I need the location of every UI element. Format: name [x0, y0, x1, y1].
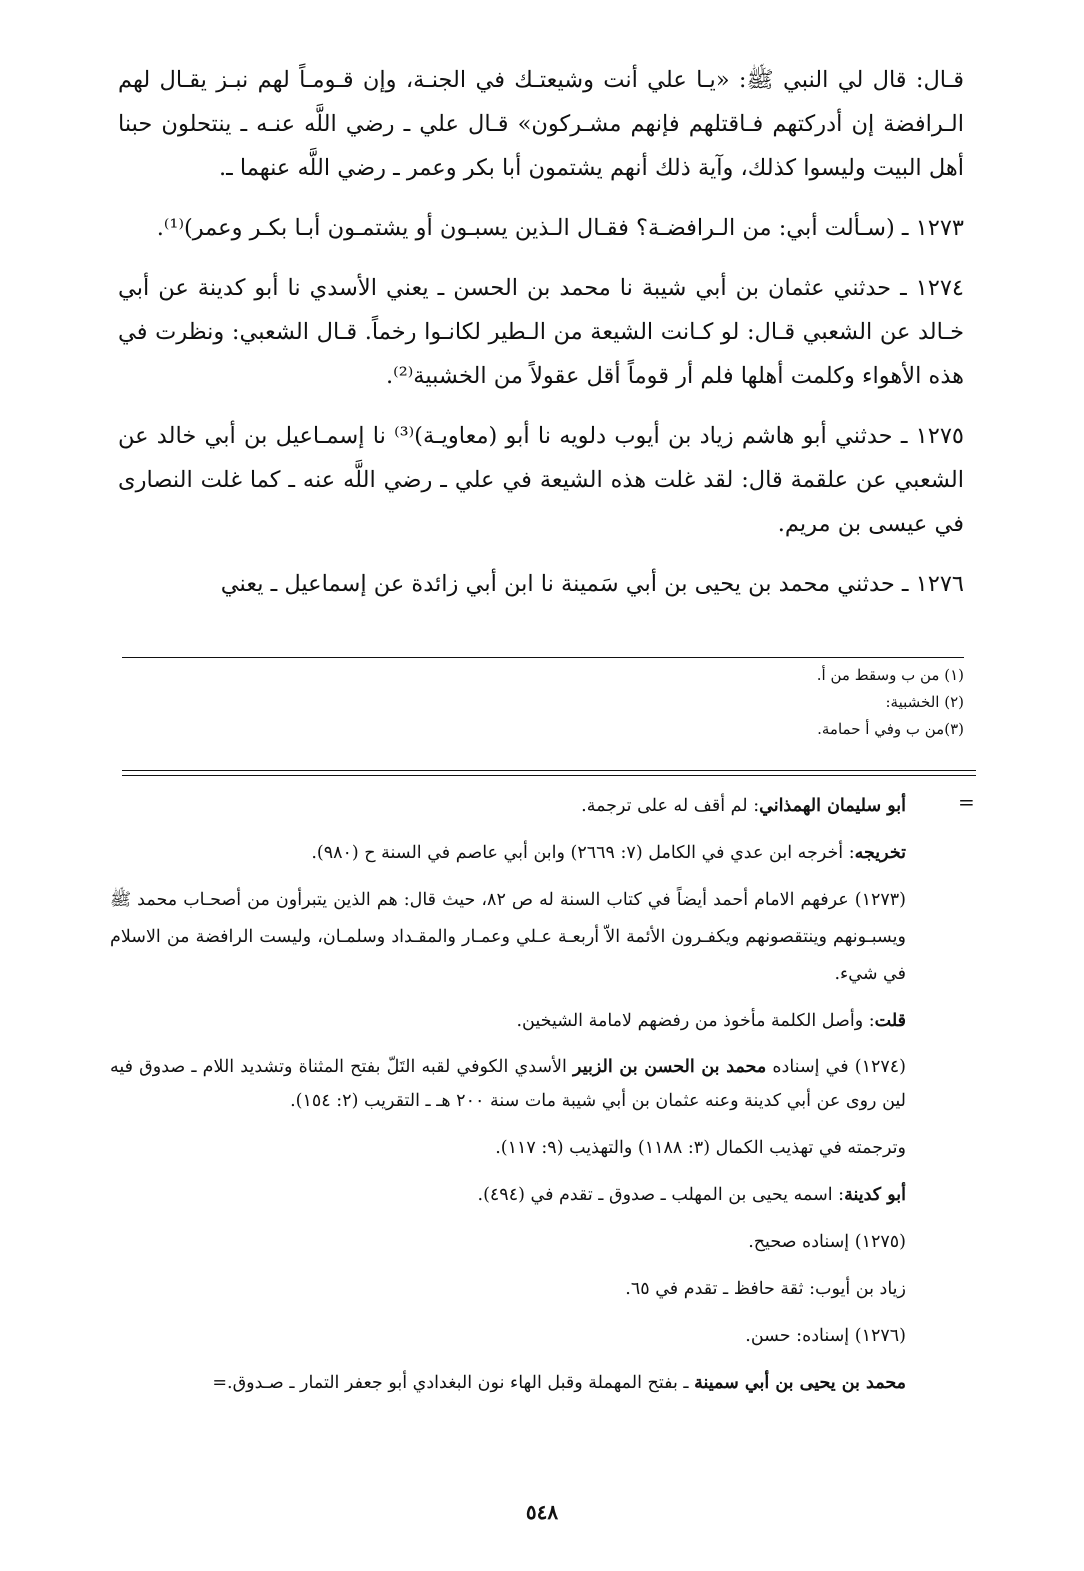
main-paragraph-1274: ١٢٧٤ ـ حدثني عثمان بن أبي شيبة نا محمد بن الحسن ـ يعني الأسدي نا أبو كدينة عن أبي خـالد عن الشعبي قـال: لو كـانت الشيعة من الـطير لكانـوا رخماً. قـال الشعبي: ونظرت في هذه الأهواء وكلمت أهلها فلم أر قوماً أقل عقولاً من الخشبية⁽²⁾.	[118, 275, 964, 389]
continuation-mark-end: =	[212, 1373, 228, 1393]
commentary-label: محمد بن يحيى بن أبي سمينة	[694, 1373, 906, 1393]
commentary-label: أبو سليمان الهمذاني	[759, 796, 906, 816]
commentary-1276: (١٢٧٦) إسناده: حسن.	[745, 1326, 906, 1346]
commentary-separator	[122, 770, 976, 776]
main-paragraph-1: قـال: قال لي النبي ﷺ: «يـا علي أنت وشيعتـك في الجنـة، وإن قـومـاً لهم نبـز يقـال لهم الـرافضة إن أدركتهم فـاقتلهم فإنهم مشـركون» قـال علي ـ رضي اللَّه عنـه ـ ينتحلون حبنا أهل البيت وليسوا كذلك، وآية ذلك أنهم يشتمون أبا بكر وعمر ـ رضي اللَّه عنهما ـ.	[118, 67, 964, 181]
commentary-takhrij	[110, 835, 906, 872]
commentary-label: محمد بن الحسن بن الزبير	[573, 1057, 767, 1077]
footnotes	[122, 662, 964, 743]
commentary-1274	[110, 1050, 906, 1118]
commentary-qultu	[110, 1003, 906, 1040]
footnote-3: (٣)من ب وفي أ حمامة.	[817, 720, 964, 738]
main-paragraph-1275: ١٢٧٥ ـ حدثني أبو هاشم زياد بن أيوب دلويه نا أبو (معاويـة)⁽³⁾ نا إسمـاعيل بن أبي خالد عن الشعبي عن علقمة قال: لقد غلت هذه الشيعة في علي ـ رضي اللَّه عنه ـ كما غلت النصارى في عيسى بن مريم.	[118, 423, 965, 537]
commentary-text: : اسمه يحيى بن المهلب ـ صدوق ـ تقدم في (٤٩٤).	[477, 1185, 845, 1205]
commentary-1275: (١٢٧٥) إسناده صحيح.	[748, 1232, 906, 1252]
commentary-label: قلت	[874, 1011, 906, 1031]
commentary-ziyad: زياد بن أيوب: ثقة حافظ ـ تقدم في ٦٥.	[625, 1279, 906, 1299]
main-paragraph-1273: ١٢٧٣ ـ (سـألت أبي: من الـرافضـة؟ فقـال الـذين يسبـون أو يشتمـون أبـا بكـر وعمر)⁽¹⁾.	[156, 215, 964, 241]
commentary-abu-kudaynah	[110, 1177, 906, 1214]
main-paragraph-1276: ١٢٧٦ ـ حدثني محمد بن يحيى بن أبي سَمينة نا ابن أبي زائدة عن إسماعيل ـ يعني	[220, 571, 964, 597]
footnote-separator	[122, 657, 964, 658]
commentary-text: : وأصل الكلمة مأخوذ من رفضهم لامامة الشيخين.	[516, 1011, 875, 1031]
footnote-2: (٢) الخشبية:	[885, 693, 964, 711]
footnote-1: (١) من ب وسقط من أ.	[816, 666, 964, 684]
main-text	[118, 58, 964, 622]
commentary-text: (١٢٧٤) في إسناده	[766, 1057, 906, 1077]
commentary-abu-sulayman	[110, 788, 906, 825]
commentary-label: أبو كدينة	[844, 1185, 906, 1205]
commentary	[110, 788, 906, 1412]
separator-line-top	[122, 770, 976, 771]
separator-line-bottom	[122, 775, 976, 776]
page-number: ٥٤٨	[525, 1500, 559, 1524]
commentary-1273: (١٢٧٣) عرفهم الامام أحمد أيضاً في كتاب السنة له ص ٨٢، حيث قال: هم الذين يتبرأون من أصحـاب محمد ﷺ ويسبـونهم وينتقصونهم ويكفـرون الأئمة الاّ أربعـة عـلي وعمـار والمقـداد وسلمـان، وليست الرافضة من الاسلام في شيء.	[110, 890, 906, 984]
commentary-tarjamah: وترجمته في تهذيب الكمال (٣: ١١٨٨) والتهذيب (٩: ١١٧).	[495, 1138, 906, 1158]
commentary-text: ـ بفتح المهملة وقبل الهاء نون البغدادي أبو جعفر التمار ـ صـدوق.	[227, 1373, 695, 1393]
commentary-label: تخريجه	[854, 843, 906, 863]
commentary-text: : أخرجه ابن عدي في الكامل (٧: ٢٦٦٩) وابن أبي عاصم في السنة ح (٩٨٠).	[311, 843, 855, 863]
commentary-text: الأسدي الكوفي لقبه التَلّ بفتح المثناة وتشديد اللام ـ صدوق فيه لين روى عن أبي كدينة وعنه عثمان بن أبي شيبة مات سنة ٢٠٠ هـ ـ التقريب (٢: ١٥٤).	[110, 1057, 906, 1111]
continuation-mark: =	[958, 790, 975, 814]
commentary-ibn-abi-samina	[110, 1365, 906, 1402]
commentary-text: : لم أقف له على ترجمة.	[581, 796, 760, 816]
